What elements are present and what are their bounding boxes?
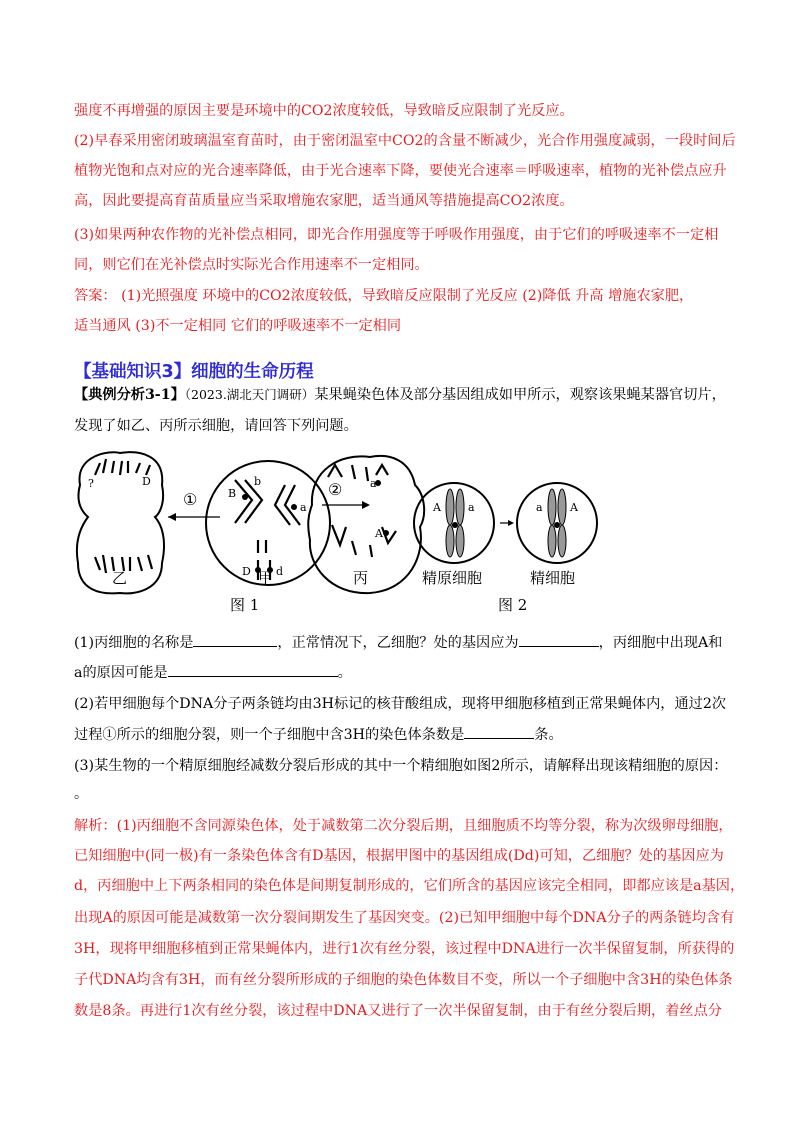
bing-gene-A: A [375,527,383,540]
answer-line-1: 强度不再增强的原因主要是环境中的CO2浓度较低，导致暗反应限制了光反应。 [74,103,574,119]
jia-gene-d: d [276,565,284,578]
answer-line-3: 植物光饱和点对应的光合速率降低，由于光合速率下降，要使光合速率＝呼吸速率，植物的光补偿点应升 [74,163,727,179]
answer-line-2: (2)早春采用密闭玻璃温室育苗时，由于密闭温室中CO2的含量不断减少，光合作用强度减弱，一段时间后 [74,133,736,149]
q1-text-b: ，正常情况下，乙细胞？处的基因应为 [277,635,519,651]
q1-blank-2[interactable] [519,632,599,647]
caption-figure-2: 图 2 [498,596,528,614]
label-jia: 甲 [258,569,274,587]
example-text: 某果蝇染色体及部分基因组成如甲所示，观察该果蝇某器官切片， [314,387,726,403]
arrow-3-head [508,520,514,526]
spermatogonium-chromosome [446,489,464,557]
analysis-line-3: d，丙细胞中上下两条相同的染色体是间期复制形成的，它们所含的基因应该完全相同，即都应该是a基因， [74,878,745,894]
question-3-line-1: (3)某生物的一个精原细胞经减数分裂后形成的其中一个精细胞如图2所示，请解释出现该精细胞的原因： [74,758,728,774]
arrow-2-head [362,501,370,509]
yi-question-gene: ? [88,477,94,490]
spermatogonium-gene-a: a [468,501,475,514]
bing-gene-a: a [370,477,377,490]
sperm-chromosome [548,489,566,557]
example-line-2: 发现了如乙、丙所示细胞，请回答下列问题。 [74,418,358,434]
jia-gene-b: b [254,475,262,488]
q2-blank[interactable] [464,724,534,739]
jia-gene-D: D [242,565,251,578]
question-2-line-1: (2)若甲细胞每个DNA分子两条链均由3H标记的核苷酸组成，现将甲细胞移植到正常果蝇体内，通过2次 [74,696,727,712]
q1-text-a: (1)丙细胞的名称是 [74,635,194,651]
cell-jia-outline [206,461,330,585]
question-3-line-2: 。 [74,786,89,802]
label-bing: 丙 [353,569,369,587]
q1-blank-3[interactable] [168,662,338,677]
label-yi: 乙 [112,569,128,587]
q2-text-b: 过程①所示的细胞分裂，则一个子细胞中含3H的染色体条数是 [74,727,465,743]
analysis-line-4: 出现A的原因可能是减数第一次分裂间期发生了基因突变。(2)已知甲细胞中每个DNA分子的两条链均含有 [74,910,735,926]
answer-line-4: 高，因此要提高育苗质量应当采取增施农家肥，适当通风等措施提高CO2浓度。 [74,193,574,209]
arrow-2-label: ② [328,480,343,499]
answer-line-7: 答案： (1)光照强度 环境中的CO2浓度较低，导致暗反应限制了光反应 (2)降低 升高 增施农家肥， [74,288,694,304]
jia-gene-B: B [228,487,237,500]
label-sperm: 精细胞 [530,569,576,587]
caption-figure-1: 图 1 [230,596,260,614]
analysis-line-7: 数是8条。再进行1次有丝分裂，该过程中DNA又进行了一次半保留复制，由于有丝分裂后期，着丝点分 [74,1003,722,1019]
analysis-line-1: 解析：(1)丙细胞不含同源染色体，处于减数第二次分裂后期，且细胞质不均等分裂，称为次级卵母细胞， [74,818,733,834]
sperm-gene-a: a [536,501,543,514]
spermatogonium-gene-A: A [433,501,441,514]
example-intro [74,385,726,405]
answer-line-6: 同，则它们在光补偿点时实际光合作用速率不一定相同。 [74,257,429,273]
label-spermatogonium: 精原细胞 [422,569,483,587]
arrow-1-label: ① [183,490,198,509]
sperm-gene-A: A [570,501,578,514]
q2-text-c: 条。 [534,727,563,743]
q1-text-e: 。 [337,665,352,681]
analysis-line-5: 3H，现将甲细胞移植到正常果蝇体内，进行1次有丝分裂，该过程中DNA进行一次半保留复制，所获得的 [74,941,735,957]
yi-gene-D: D [142,475,151,488]
bing-chromosomes [328,465,396,557]
example-label: 【典例分析3-1】 [74,387,185,403]
analysis-line-2: 已知细胞中(同一极)有一条染色体含有D基因，根据甲图中的基因组成(Dd)可知，乙细胞？处的基因应为 [74,848,724,864]
analysis-line-6: 子代DNA均含有3H，而有丝分裂所形成的子细胞的染色体数目不变，所以一个子细胞中含3H的染色体条 [74,972,733,988]
arrow-1-head [168,513,176,521]
cell-division-figure [70,445,610,620]
section-heading: 【基础知识3】细胞的生命历程 [74,362,314,382]
question-2-line-2 [74,724,563,745]
q1-text-c: ，丙细胞中出现A和 [598,635,723,651]
question-1-line-2 [74,662,352,683]
answer-line-8: 适当通风 (3)不一定相同 它们的呼吸速率不一定相同 [74,318,402,334]
q1-text-d: a的原因可能是 [74,665,168,681]
jia-gene-a: a [300,501,307,514]
q1-blank-1[interactable] [193,632,277,647]
question-1-line-1 [74,632,722,653]
answer-line-5: (3)如果两种农作物的光补偿点相同，即光合作用强度等于呼吸作用强度，由于它们的呼吸速率不一定相 [74,227,719,243]
example-source: （2023.湖北天门调研） [184,387,315,402]
